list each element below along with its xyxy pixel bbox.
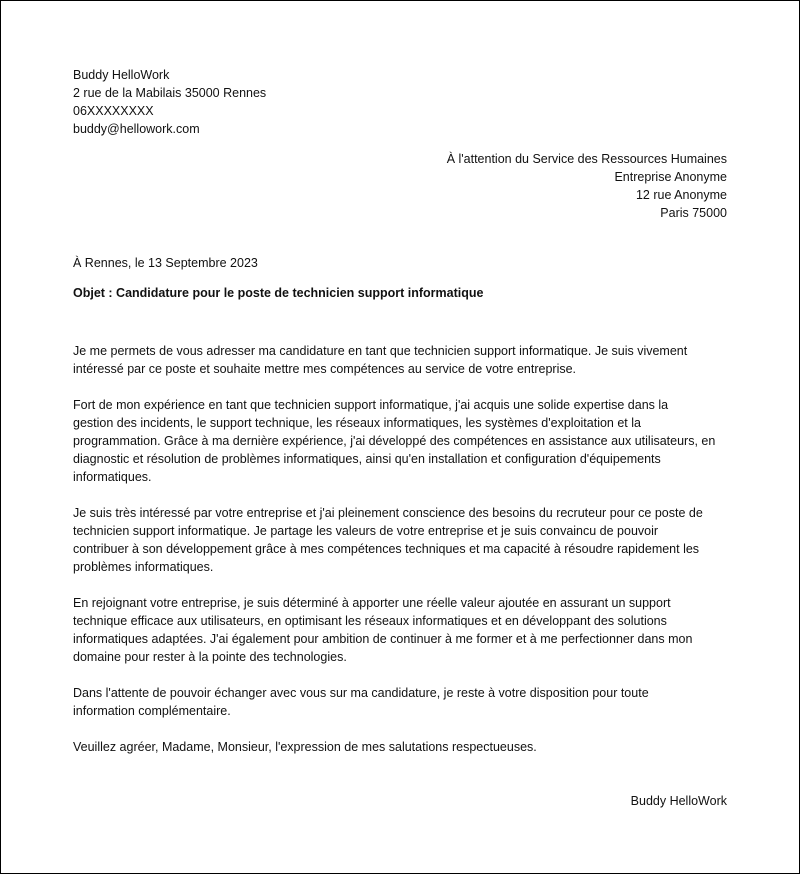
sender-name: Buddy HelloWork	[73, 68, 170, 82]
sender-address: 2 rue de la Mabilais 35000 Rennes	[73, 86, 267, 100]
body-line: intéressé par ce poste et souhaite mettre mes compétences au service de votre entreprise.	[73, 362, 577, 376]
paragraph-1	[73, 342, 733, 378]
sender-phone: 06XXXXXXXX	[73, 104, 154, 118]
recipient-attention: À l'attention du Service des Ressources Humaines	[446, 152, 727, 166]
recipient-city: Paris 75000	[660, 206, 727, 220]
body-line: Fort de mon expérience en tant que technicien support informatique, j'ai acquis une solide expertise dans la	[73, 398, 669, 412]
body-line: Je suis très intéressé par votre entreprise et j'ai pleinement conscience des besoins du recruteur pour ce poste de	[73, 506, 703, 520]
body-line: informatiques.	[73, 470, 152, 484]
paragraph-6	[73, 738, 733, 756]
body-line: problèmes informatiques.	[73, 560, 214, 574]
body-line: information complémentaire.	[73, 704, 231, 718]
paragraph-4	[73, 594, 733, 666]
body-line: domaine pour rester à la pointe des technologies.	[73, 650, 347, 664]
paragraph-2	[73, 396, 733, 486]
sender-block	[73, 66, 266, 138]
body-line: En rejoignant votre entreprise, je suis déterminé à apporter une réelle valeur ajoutée en assurant un support	[73, 596, 671, 610]
body-line: programmation. Grâce à ma dernière expérience, j'ai développé des compétences en assistance aux utilisateurs, en	[73, 434, 716, 448]
body-line: contribuer à son développement grâce à mes compétences techniques et ma capacité à résoudre rapidement les	[73, 542, 700, 556]
body-line: gestion des incidents, le support technique, les réseaux informatiques, les systèmes d'exploitation et la	[73, 416, 641, 430]
body-line: technicien support informatique. Je partage les valeurs de votre entreprise et je suis convaincu de pouvoir	[73, 524, 659, 538]
body-line: informatiques adaptées. J'ai également pour ambition de continuer à me former et à me perfectionner dans mon	[73, 632, 693, 646]
body-line: technique efficace aux utilisateurs, en optimisant les réseaux informatiques et en développant des solutions	[73, 614, 667, 628]
sender-email: buddy@hellowork.com	[73, 122, 200, 136]
paragraph-5	[73, 684, 733, 720]
recipient-block	[447, 150, 727, 222]
body-line: Veuillez agréer, Madame, Monsieur, l'expression de mes salutations respectueuses.	[73, 740, 537, 754]
recipient-company: Entreprise Anonyme	[614, 170, 727, 184]
body-line: diagnostic et résolution de problèmes informatiques, ainsi qu'en installation et configuration d'équipements	[73, 452, 661, 466]
body-line: Je me permets de vous adresser ma candidature en tant que technicien support informatique. Je suis vivement	[73, 344, 688, 358]
signature: Buddy HelloWork	[630, 794, 727, 808]
letter-body	[73, 342, 733, 774]
paragraph-3	[73, 504, 733, 576]
subject-line: Objet : Candidature pour le poste de technicien support informatique	[73, 286, 484, 300]
date-line: À Rennes, le 13 Septembre 2023	[73, 256, 258, 270]
body-line: Dans l'attente de pouvoir échanger avec vous sur ma candidature, je reste à votre disposition pour toute	[73, 686, 649, 700]
recipient-street: 12 rue Anonyme	[635, 188, 727, 202]
